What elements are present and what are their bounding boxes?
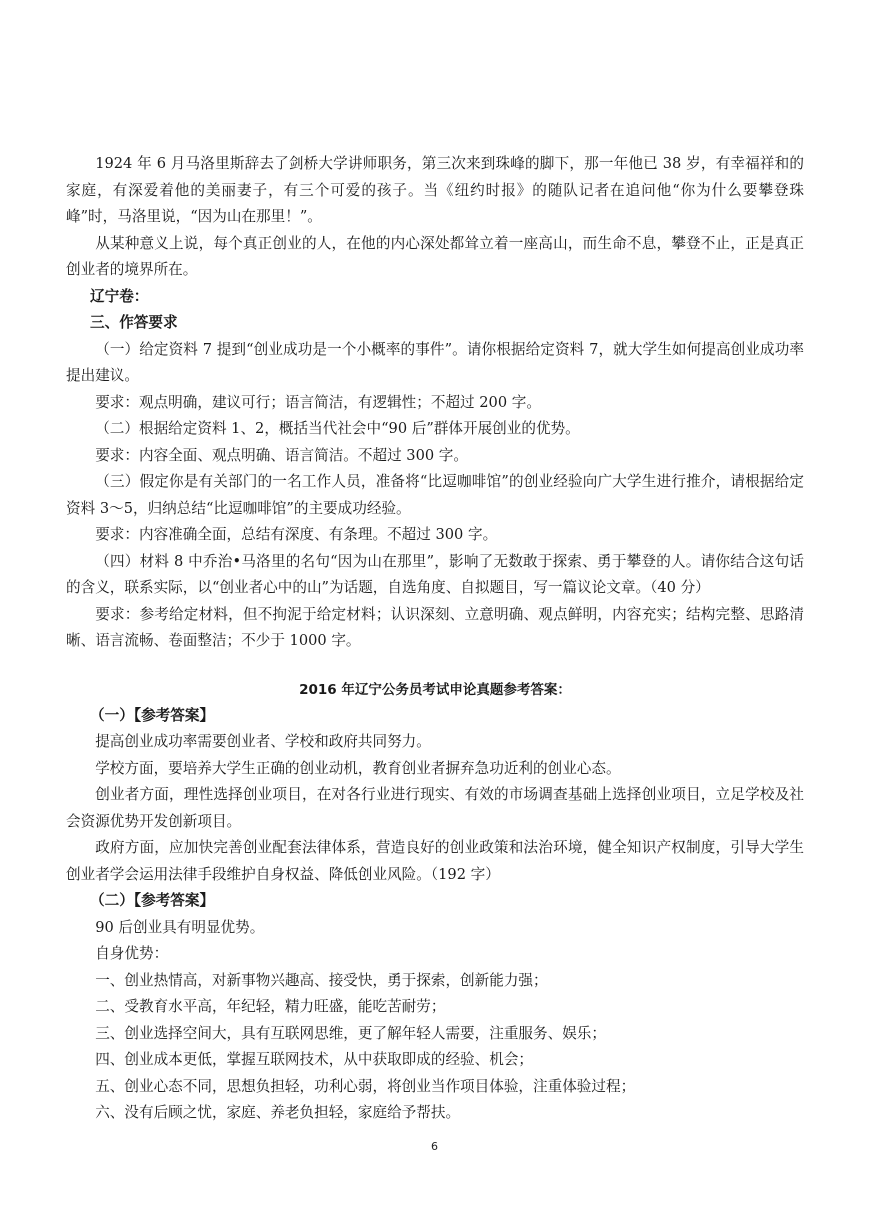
answer-1-paragraph: 提高创业成功率需要创业者、学校和政府共同努力。 [95,733,431,750]
question-3-requirement: 要求：内容准确全面，总结有深度、有条理。不超过 300 字。 [95,526,498,543]
answer-2-list-item: 三、创业选择空间大，具有互联网思维，更了解年轻人需要，注重服务、娱乐； [95,1024,606,1042]
answer-2-list-item: 一、创业热情高，对新事物兴趣高、接受快，勇于探索，创新能力强； [95,971,548,989]
question-1-prompt: （一）给定资料 7 提到“创业成功是一个小概率的事件”。请你根据给定资料 7，就大学生如何提高创业成功率提出建议。 [66,340,804,384]
answers-title: 2016 年辽宁公务员考试申论真题参考答案： [299,681,571,698]
page-content [66,151,804,1127]
question-4-prompt: （四）材料 8 中乔治•马洛里的名句“因为山在那里”，影响了无数敢于探索、勇于攀登的人。请你结合这句话的含义，联系实际，以“创业者心中的山”为话题，自选角度、自拟题目，写一篇议论文章。（40 分） [66,552,804,596]
answer-2-list-item: 二、受教育水平高，年纪轻，精力旺盛，能吃苦耐劳； [95,998,446,1015]
answer-1-paragraph: 创业者方面，理性选择创业项目，在对各行业进行现实、有效的市场调查基础上选择创业项目，立足学校及社会资源优势开发创新项目。 [66,786,804,830]
intro-paragraph-1: 1924 年 6 月马洛里斯辞去了剑桥大学讲师职务，第三次来到珠峰的脚下，那一年他已 38 岁，有幸福祥和的家庭，有深爱着他的美丽妻子，有三个可爱的孩子。当《纽约时报》的随队记者在追问他“你为什么要攀登珠峰”时，马洛里说，“因为山在那里！”。 [66,155,804,225]
section-spacer [66,655,804,677]
intro-paragraph-2: 从某种意义上说，每个真正创业的人，在他的内心深处都耸立着一座高山，而生命不息，攀登不止，正是真正创业者的境界所在。 [66,234,804,278]
page-number: 6 [431,1140,438,1153]
answer-2-heading: （二）【参考答案】 [90,892,215,909]
question-1-requirement: 要求：观点明确，建议可行；语言简洁，有逻辑性；不超过 200 字。 [95,393,541,411]
answer-2-list-item: 六、没有后顾之忧，家庭、养老负担轻，家庭给予帮扶。 [95,1104,461,1121]
answer-1-paragraph: 政府方面，应加快完善创业配套法律体系，营造良好的创业政策和法治环境，健全知识产权制度，引导大学生创业者学会运用法律手段维护自身权益、降低创业风险。（192 字） [66,839,804,883]
answer-2-list-item: 四、创业成本更低，掌握互联网技术，从中获取即成的经验、机会； [95,1051,534,1068]
section-requirements-heading: 三、作答要求 [90,314,178,331]
answer-2-paragraph: 自身优势： [95,945,169,962]
question-4-requirement: 要求：参考给定材料，但不拘泥于给定材料；认识深刻、立意明确、观点鲜明，内容充实；结构完整、思路清晰、语言流畅、卷面整洁；不少于 1000 字。 [66,605,804,649]
answer-1-heading: （一）【参考答案】 [90,706,215,724]
question-2-prompt: （二）根据给定资料 1、2，概括当代社会中“90 后”群体开展创业的优势。 [95,420,580,437]
answer-2-list-item: 五、创业心态不同，思想负担轻，功利心弱，将创业当作项目体验，注重体验过程； [95,1077,636,1095]
section-liaoning-heading: 辽宁卷： [90,287,149,305]
answer-2-paragraph: 90 后创业具有明显优势。 [95,918,265,936]
question-2-requirement: 要求：内容全面、观点明确、语言简洁。不超过 300 字。 [95,446,468,464]
question-3-prompt: （三）假定你是有关部门的一名工作人员，准备将“比逗咖啡馆”的创业经验向广大学生进行推介，请根据给定资料 3～5，归纳总结“比逗咖啡馆”的主要成功经验。 [66,473,804,517]
answer-1-paragraph: 学校方面，要培养大学生正确的创业动机，教育创业者摒弃急功近利的创业心态。 [95,759,621,777]
